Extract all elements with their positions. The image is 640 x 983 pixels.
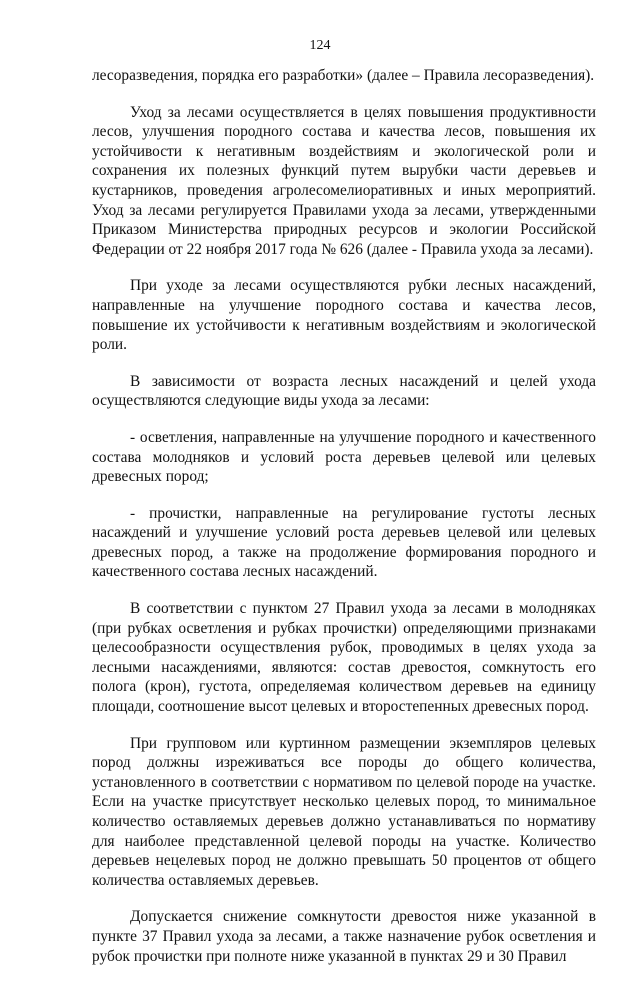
page-number: 124 bbox=[309, 38, 331, 53]
paragraph: В зависимости от возраста лесных насаждений и целей ухода осуществляются следующие виды ухода за лесами: bbox=[92, 372, 596, 410]
paragraph: При групповом или куртинном размещении экземпляров целевых пород должны изреживаться все породы до общего количества, установленного в соответствии с нормативом по целевой породе на участке. Если на участке присутствует несколько целевых пород, то минимальное количество оставляемых деревьев должно устанавливаться по нормативу для наиболее представленной целевой породы на участке. Количество деревьев нецелевых пород не должно превышать 50 процентов от общего количества оставляемых деревьев. bbox=[92, 734, 596, 889]
list-item-paragraph: - осветления, направленные на улучшение породного и качественного состава молодняков и условий роста деревьев целевой или целевых древесных пород; bbox=[92, 428, 596, 486]
paragraph-continuation: лесоразведения, порядка его разработки» (далее – Правила лесоразведения). bbox=[92, 67, 595, 84]
body-text bbox=[92, 66, 596, 983]
paragraph: При уходе за лесами осуществляются рубки лесных насаждений, направленные на улучшение породного состава и качества лесов, повышение их устойчивости к негативным воздействиям и экологической роли. bbox=[92, 277, 596, 354]
paragraph: Допускается снижение сомкнутости древостоя ниже указанной в пункте 37 Правил ухода за лесами, а также назначение рубок осветления и рубок прочистки при полноте ниже указанной в пунктах 29 и 30 Правил bbox=[92, 908, 596, 965]
paragraph: Уход за лесами осуществляется в целях повышения продуктивности лесов, улучшения породного состава и качества лесов, повышения их устойчивости к негативным воздействиям и экологической роли и сохранения их полезных функций путем вырубки части деревьев и кустарников, проведения агролесомелиоративных и иных мероприятий. Уход за лесами регулируется Правилами ухода за лесами, утвержденными Приказом Министерства природных ресурсов и экологии Российской Федерации от 22 ноября 2017 года № 626 (далее - Правила ухода за лесами). bbox=[92, 103, 596, 258]
list-item-paragraph: - прочистки, направленные на регулирование густоты лесных насаждений и улучшение условий роста деревьев целевой или целевых древесных пород, а также на продолжение формирования породного и качественного состава лесных насаждений. bbox=[92, 504, 596, 581]
paragraph: В соответствии с пунктом 27 Правил ухода за лесами в молодняках (при рубках осветления и рубках прочистки) определяющими признаками целесообразности осуществления рубок, проводимых в целях ухода за лесными насаждениями, являются: состав древостоя, сомкнутость его полога (крон), густота, определяемая количеством деревьев на единицу площади, соотношение высот целевых и второстепенных древесных пород. bbox=[92, 600, 596, 716]
